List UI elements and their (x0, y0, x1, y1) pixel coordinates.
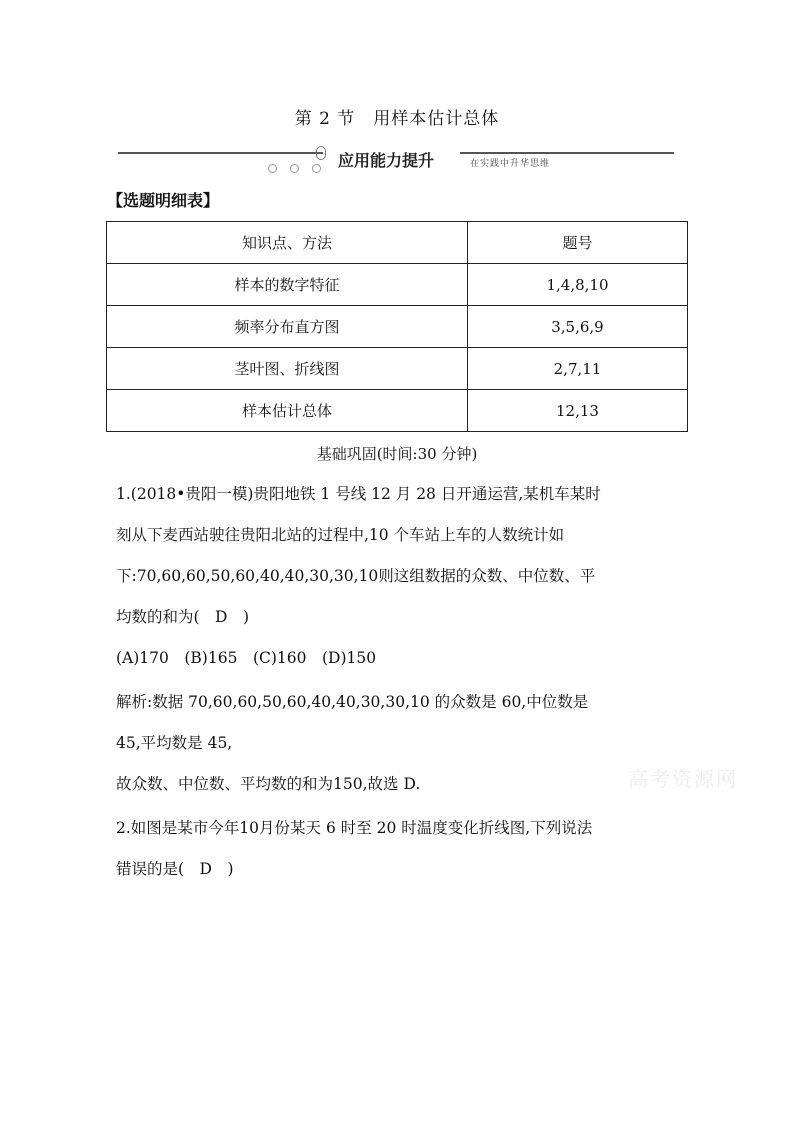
table-cell: 3,5,6,9 (468, 306, 688, 348)
banner-title: 应用能力提升 (338, 151, 435, 170)
watermark-logo: 高考资源网 (628, 767, 738, 791)
question-1 (116, 474, 696, 679)
table-row (107, 348, 688, 390)
question-2-line: 2.如图是某市今年10月份某天 6 时至 20 时温度变化折线图,下列说法 (116, 819, 593, 837)
question-1-line: 刻从下麦西站驶往贵阳北站的过程中,10 个车站上车的人数统计如 (116, 526, 565, 544)
banner-divider-left (118, 152, 323, 154)
question-1-line: 均数的和为( D ) (116, 608, 250, 626)
analysis-line: 45,平均数是 45, (116, 734, 233, 752)
question-1-line: 下:70,60,60,50,60,40,40,30,30,10则这组数据的众数、中位数、平 (116, 567, 596, 585)
table-cell: 茎叶图、折线图 (107, 348, 468, 390)
table-header-cell: 题号 (468, 222, 688, 264)
question-2-line: 错误的是( D ) (116, 860, 234, 878)
table-row (107, 264, 688, 306)
question-1-options: (A)170 (B)165 (C)160 (D)150 (116, 649, 377, 667)
page-title: 第 2 节 用样本估计总体 (294, 109, 500, 129)
analysis-1 (116, 682, 696, 805)
analysis-line: 故众数、中位数、平均数的和为150,故选 D. (116, 775, 421, 793)
question-2 (116, 808, 696, 890)
banner-hook-icon (316, 146, 326, 160)
table-header-row (107, 222, 688, 264)
table-cell: 样本的数字特征 (107, 264, 468, 306)
banner-dots-decoration (268, 158, 334, 177)
topic-table-heading: 【选题明细表】 (107, 191, 220, 210)
table-row (107, 306, 688, 348)
banner-subtitle: 在实践中升华思维 (470, 159, 551, 169)
analysis-line: 解析:数据 70,60,60,50,60,40,40,30,30,10 的众数是 60,中位数是 (116, 693, 589, 711)
exercise-subheading: 基础巩固(时间:30 分钟) (316, 445, 478, 463)
section-banner (118, 142, 674, 176)
table-cell: 样本估计总体 (107, 390, 468, 432)
table-cell: 12,13 (468, 390, 688, 432)
table-cell: 1,4,8,10 (468, 264, 688, 306)
topic-table (106, 221, 688, 432)
table-cell: 2,7,11 (468, 348, 688, 390)
table-header-cell: 知识点、方法 (107, 222, 468, 264)
table-cell: 频率分布直方图 (107, 306, 468, 348)
question-1-line: 1.(2018•贵阳一模)贵阳地铁 1 号线 12 月 28 日开通运营,某机车某时 (116, 485, 601, 503)
table-row (107, 390, 688, 432)
banner-divider-right (460, 152, 674, 154)
